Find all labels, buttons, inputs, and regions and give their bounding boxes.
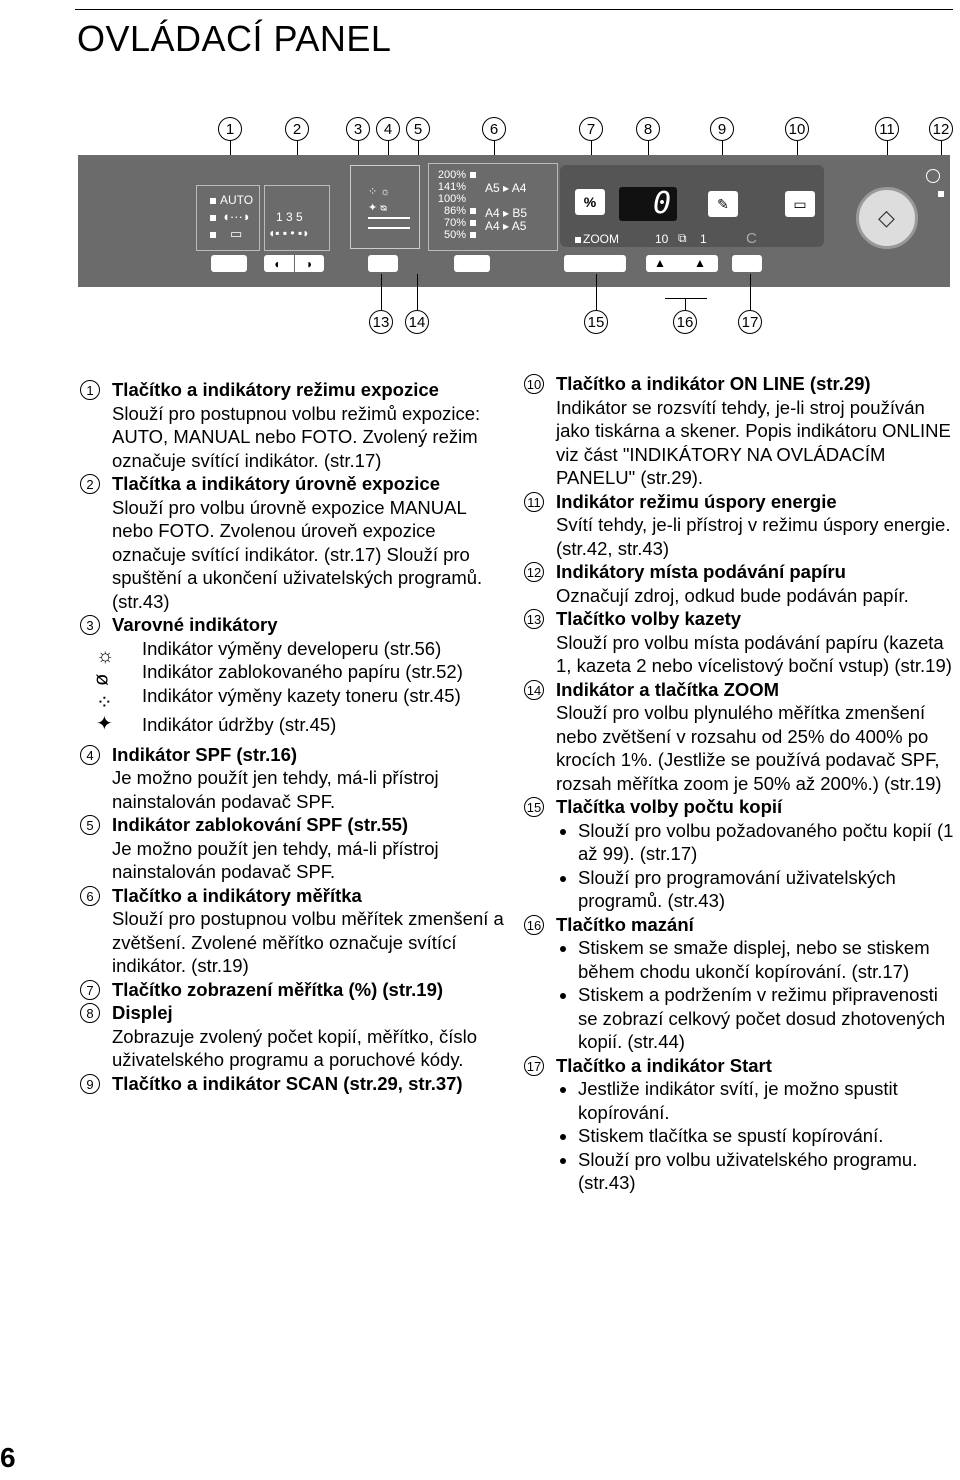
bullet-list: • Slouží pro volbu požadovaného počtu kopií (1 až 99). (str.17) • Slouží pro programování uživatelských programů. (str.43) [556, 819, 954, 913]
up-arrow-icon: ▲ [694, 256, 706, 270]
exposure-level-dots: ◖▪ ▪ • ▪◗ [268, 226, 310, 240]
item-10: 10 Tlačítko a indikátor ON LINE (str.29) Indikátor se rozsvítí tehdy, je-li stroj používán jako tiskárna a skener. Popis indikátoru ONLINE viz část "INDIKÁTORY NA OVLÁDACÍM PANELU" (str.29). [524, 372, 954, 490]
warning-developer: ☼ Indikátor výměny developeru (str.56) [96, 637, 442, 667]
exposure-mode-button[interactable] [211, 255, 247, 272]
scan-button[interactable]: ✎ [708, 191, 738, 217]
photo-indicator [210, 232, 216, 238]
manual-icon: ◖···◗ [222, 209, 251, 224]
item-4: 4 Indikátor SPF (str.16) Je možno použít jen tehdy, má-li přístroj nainstalován podavač SPF. [80, 743, 510, 814]
auto-indicator [210, 198, 216, 204]
item-15: 15 Tlačítka volby počtu kopií • Slouží pro volbu požadovaného počtu kopií (1 až 99). (str.17) • Slouží pro programování uživatelských programů. (str.43) [524, 795, 954, 913]
power-save-icon [926, 169, 940, 183]
callout-11: 11 [875, 117, 899, 141]
ratio-list [436, 169, 466, 241]
size-a4-a5: A4 ▸ A5 [485, 219, 527, 233]
leader-line [381, 274, 382, 310]
paper-jam-icon: ᴓ [96, 668, 109, 690]
tray-icon: ⧉ [678, 231, 687, 245]
page-number: 6 [0, 1442, 16, 1473]
item-9: 9 Tlačítko a indikátor SCAN (str.29, str.37) [80, 1072, 510, 1096]
callout-1: 1 [218, 117, 242, 141]
item-7: 7 Tlačítko zobrazení měřítka (%) (str.19) [80, 978, 510, 1002]
item-6: 6 Tlačítko a indikátory měřítka Slouží pro postupnou volbu měřítek zmenšení a zvětšení. Zvolené měřítko označuje svítící indikátor. (str.19) [80, 884, 510, 978]
copies-ten-label: 10 [655, 232, 669, 246]
callout-9: 9 [710, 117, 734, 141]
up-arrow-icon: ▲ [654, 256, 666, 270]
manual-indicator [210, 215, 216, 221]
maintenance-icon: ✦ [96, 713, 113, 735]
darker-icon: ◗ [306, 257, 314, 271]
warning-paper-jam: ᴓ Indikátor zablokovaného papíru (str.52) [96, 661, 463, 690]
ratio-86: 86% [443, 205, 466, 217]
control-panel [78, 155, 950, 287]
lighter-icon: ◖ [273, 257, 281, 271]
callout-14: 14 [405, 310, 429, 334]
callout-10: 10 [785, 117, 809, 141]
item-1: 1 Tlačítko a indikátory režimu expozice Slouží pro postupnou volbu režimů expozice: AUTO, MANUAL nebo FOTO. Zvolený režim označuje svítící indikátor. (str.17) [80, 378, 510, 472]
item-12: 12 Indikátory místa podávání papíru Označují zdroj, odkud bude podáván papír. [524, 560, 954, 607]
spf-indicator [368, 217, 410, 219]
size-a4-b5: A4 ▸ B5 [485, 206, 528, 220]
callout-15: 15 [584, 310, 608, 334]
item-11: 11 Indikátor režimu úspory energie Svítí tehdy, je-li přístroj v režimu úspory energie. (str.42, str.43) [524, 490, 954, 561]
item-2: 2 Tlačítka a indikátory úrovně expozice Slouží pro volbu úrovně expozice MANUAL nebo FOTO. Zvolenou úroveň expozice označuje svítící indikátor. (str.17) Slouží pro spuštění a ukončení uživatelských programů. (str.43) [80, 472, 510, 613]
ratio-indicator [470, 232, 476, 238]
ratio-button[interactable] [454, 255, 490, 272]
ratio-70: 70% [443, 217, 466, 229]
item-13: 13 Tlačítko volby kazety Slouží pro volbu místa podávání papíru (kazeta 1, kazeta 2 nebo vícelistový boční vstup) (str.19) [524, 607, 954, 678]
item-8: 8 Displej Zobrazuje zvolený počet kopií, měřítko, číslo uživatelského programu a poruchové kódy. [80, 1001, 510, 1072]
callout-5: 5 [406, 117, 430, 141]
item-5: 5 Indikátor zablokování SPF (str.55) Je možno použít jen tehdy, má-li přístroj nainstalován podavač SPF. [80, 813, 510, 884]
leader-line [596, 274, 597, 310]
callout-7: 7 [579, 117, 603, 141]
ratio-50: 50% [443, 229, 466, 241]
leader-line [665, 298, 707, 299]
left-column [80, 378, 510, 1095]
percent-button[interactable]: % [575, 189, 605, 215]
callout-12: 12 [929, 117, 953, 141]
developer-icon: ☼ [96, 644, 115, 667]
copies-one-label: 1 [700, 232, 707, 246]
right-column [524, 372, 954, 1195]
callout-3: 3 [346, 117, 370, 141]
item-3: 3 Varovné indikátory [80, 613, 510, 637]
leader-line [417, 274, 418, 310]
item-17: 17 Tlačítko a indikátor Start • Jestliže indikátor svítí, je možno spustit kopírování. • Stiskem tlačítka se spustí kopírování. • Slouží pro volbu uživatelského programu. (str.43) [524, 1054, 954, 1195]
exposure-level-scale: 1 3 5 [276, 210, 303, 224]
callout-6: 6 [482, 117, 506, 141]
ratio-141: 141% [437, 181, 466, 193]
start-icon: ◇ [878, 205, 895, 230]
bullet-list: • Jestliže indikátor svítí, je možno spustit kopírování. • Stiskem tlačítka se spustí kopírování. • Slouží pro volbu uživatelského programu. (str.43) [556, 1077, 954, 1195]
warning-toner: ⁘ Indikátor výměny kazety toneru (str.45) [96, 684, 461, 714]
callout-4: 4 [376, 117, 400, 141]
ratio-200: 200% [437, 169, 466, 181]
ratio-indicator [470, 220, 476, 226]
zoom-indicator [575, 237, 581, 243]
callout-8: 8 [636, 117, 660, 141]
item-16: 16 Tlačítko mazání • Stiskem se smaže displej, nebo se stiskem během chodu ukončí kopírování. (str.17) • Stiskem a podržením v režimu připravenosti se zobrazí celkový počet dosud zhotovených kopií. (str.44) [524, 913, 954, 1054]
callout-16: 16 [673, 310, 697, 334]
size-a5-a4: A5 ▸ A4 [485, 181, 527, 195]
top-rule [75, 9, 953, 10]
leader-line [750, 274, 751, 310]
warning-icons: ⁘ ☼ [368, 186, 391, 198]
tray-select-button[interactable] [368, 255, 398, 272]
warning-maintenance: ✦ Indikátor údržby (str.45) [96, 713, 337, 735]
auto-label: AUTO [220, 193, 254, 207]
callout-17: 17 [738, 310, 762, 334]
copy-count-display: 0 [619, 187, 677, 221]
button-divider [294, 255, 295, 272]
bullet-list: • Stiskem se smaže displej, nebo se stiskem během chodu ukončí kopírování. (str.17) • Stiskem a podržením v režimu připravenosti se zobrazí celkový počet dosud zhotovených kopií. (str.44) [556, 936, 954, 1054]
zoom-label: ZOOM [583, 232, 619, 246]
callout-2: 2 [285, 117, 309, 141]
clear-label: C [746, 230, 757, 247]
item-14: 14 Indikátor a tlačítka ZOOM Slouží pro volbu plynulého měřítka zmenšení nebo zvětšení v rozsahu od 25% do 400% po krocích 1%. (Jestliže se používá podavač SPF, rozsah měřítka zoom je 50% až 200%.) (str.19) [524, 678, 954, 796]
ratio-indicator [470, 208, 476, 214]
online-button[interactable]: ▭ [785, 191, 815, 217]
photo-icon: ▭ [230, 226, 243, 241]
ratio-100: 100% [437, 193, 466, 205]
spf-jam-indicator [368, 227, 410, 229]
paper-feed-indicator [938, 191, 944, 197]
ratio-indicator [470, 172, 476, 178]
toner-icon: ⁘ [96, 691, 113, 714]
warning-icons-2: ✦ ᴓ [368, 202, 387, 214]
callout-13: 13 [369, 310, 393, 334]
clear-button[interactable] [732, 255, 762, 272]
page-title: OVLÁDACÍ PANEL [77, 18, 392, 59]
zoom-buttons[interactable] [564, 255, 626, 272]
leader-line [685, 298, 686, 310]
